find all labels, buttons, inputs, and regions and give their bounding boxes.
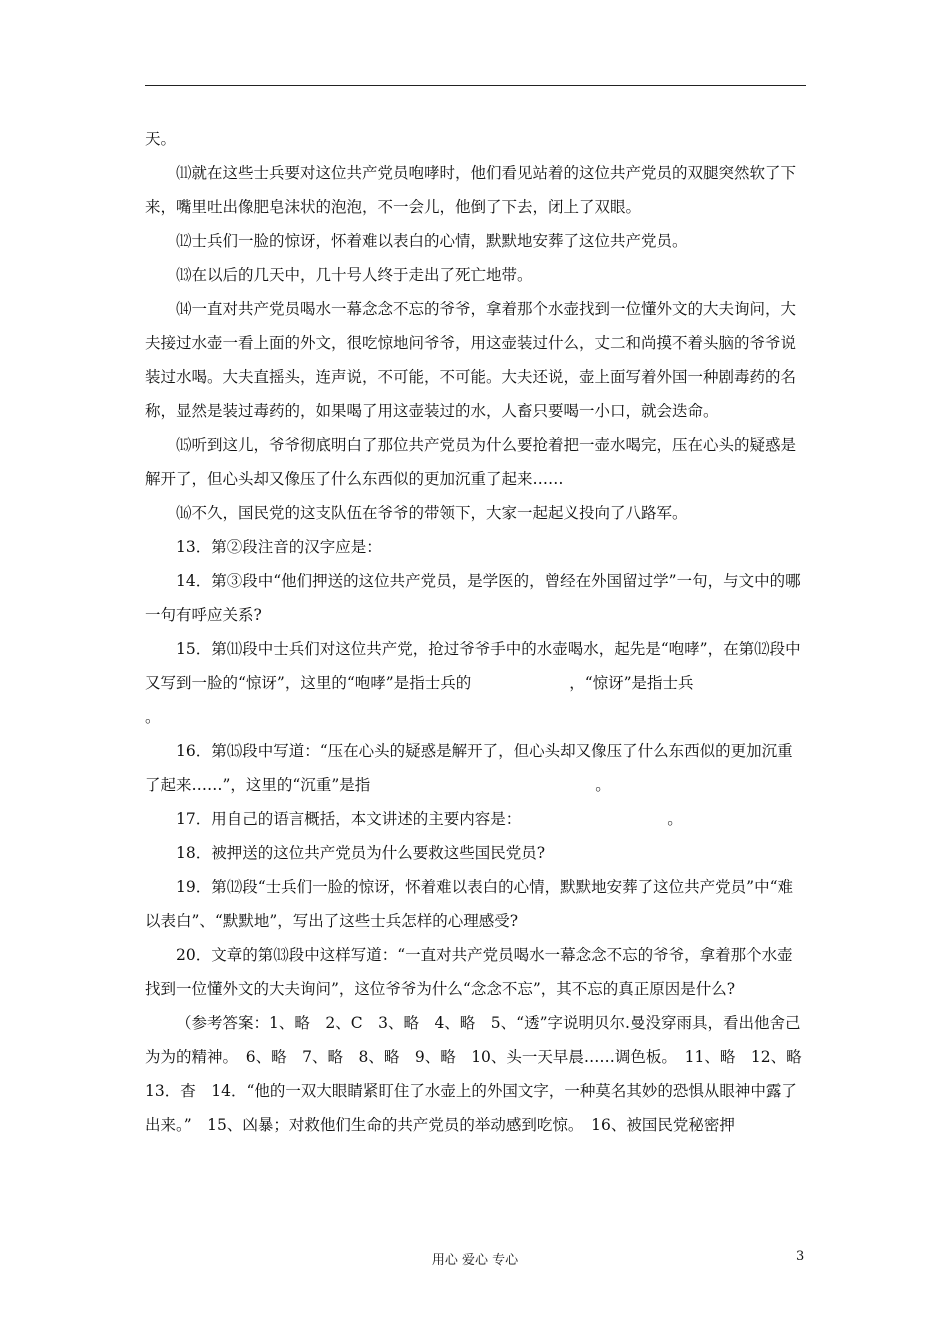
question-15 [145,632,806,734]
question-17-end: 。 [667,810,683,828]
question-20: 20．文章的第⒀段中这样写道：“一直对共产党员喝水一幕念念不忘的爷爷，拿着那个水壶找到一位懂外文的大夫询问”，这位爷爷为什么“念念不忘”，其不忘的真正原因是什么? [145,946,793,998]
paragraph-11: ⑾就在这些士兵要对这位共产党员咆哮时，他们看见站着的这位共产党员的双腿突然软了下来，嘴里吐出像肥皂沫状的泡泡，不一会儿，他倒了下去，闭上了双眼。 [145,164,797,216]
page-number: 3 [796,1249,805,1264]
paragraph-13: ⒀在以后的几天中，几十号人终于走出了死亡地带。 [176,266,533,284]
paragraph-15: ⒂听到这儿，爷爷彻底明白了那位共产党员为什么要抢着把一壶水喝完，压在心头的疑惑是解开了，但心头却又像压了什么东西似的更加沉重了起来…… [145,436,797,488]
paragraph-12: ⑿士兵们一脸的惊讶，怀着难以表白的心情，默默地安葬了这位共产党员。 [176,232,688,250]
header-rule [145,85,806,86]
question-16 [145,734,806,802]
document-body [145,122,818,1142]
question-19: 19．第⑿段“士兵们一脸的惊讶，怀着难以表白的心情，默默地安葬了这位共产党员”中“难以表白”、“默默地”，写出了这些士兵怎样的心理感受? [145,878,793,930]
question-13: 13．第②段注音的汉字应是： [176,538,382,556]
footer-slogan: 用心 爱心 专心 [431,1253,519,1268]
paragraph-16: ⒃不久，国民党的这支队伍在爷爷的带领下，大家一起起义投向了八路军。 [176,504,688,522]
paragraph-14: ⒁一直对共产党员喝水一幕念念不忘的爷爷，拿着那个水壶找到一位懂外文的大夫询问，大夫接过水壶一看上面的外文，很吃惊地问爷爷，用这壶装过什么，丈二和尚摸不着头脑的爷爷说装过水喝。大夫直摇头，连声说，不可能，不可能。大夫还说，壶上面写着外国一种剧毒药的名称，显然是装过毒药的，如果喝了用这壶装过的水，人畜只要喝一小口，就会迭命。 [145,300,797,420]
question-16-end: 。 [595,776,611,794]
question-18: 18．被押送的这位共产党员为什么要救这些国民党员? [176,844,546,862]
question-15-text-2: ，“惊讶”是指士兵 [569,674,694,692]
question-15-end: 。 [145,708,161,726]
question-16-text: 16．第⒂段中写道：“压在心头的疑惑是解开了，但心头却又像压了什么东西似的更加沉重了起来……”，这里的“沉重”是指 [145,742,793,794]
question-14: 14．第③段中“他们押送的这位共产党员，是学医的，曾经在外国留过学”一句，与文中的哪一句有呼应关系? [145,572,801,624]
question-17 [145,802,806,836]
reference-answers: （参考答案：1、略 2、C 3、略 4、略 5、“透”字说明贝尔.曼没穿雨具，看出他舍己为为的精神。 6、略 7、略 8、略 9、略 10、头一天早晨……调色板。 11、略 12、略 13．杳 14．“他的一双大眼睛紧盯住了水壶上的外国文字，一种莫名其妙的恐惧从眼神中露了出来。” 15、凶暴；对救他们生命的共产党员的举动感到吃惊。 16、被国民党秘密押 [145,1014,818,1134]
question-17-text: 17．用自己的语言概括，本文讲述的主要内容是： [176,810,522,828]
paragraph-continuation: 天。 [145,130,177,148]
question-15-text: 15．第⑾段中士兵们对这位共产党，抢过爷爷手中的水壶喝水，起先是“咆哮”，在第⑿段中又写到一脸的“惊讶”，这里的“咆哮”是指士兵的 [145,640,801,692]
